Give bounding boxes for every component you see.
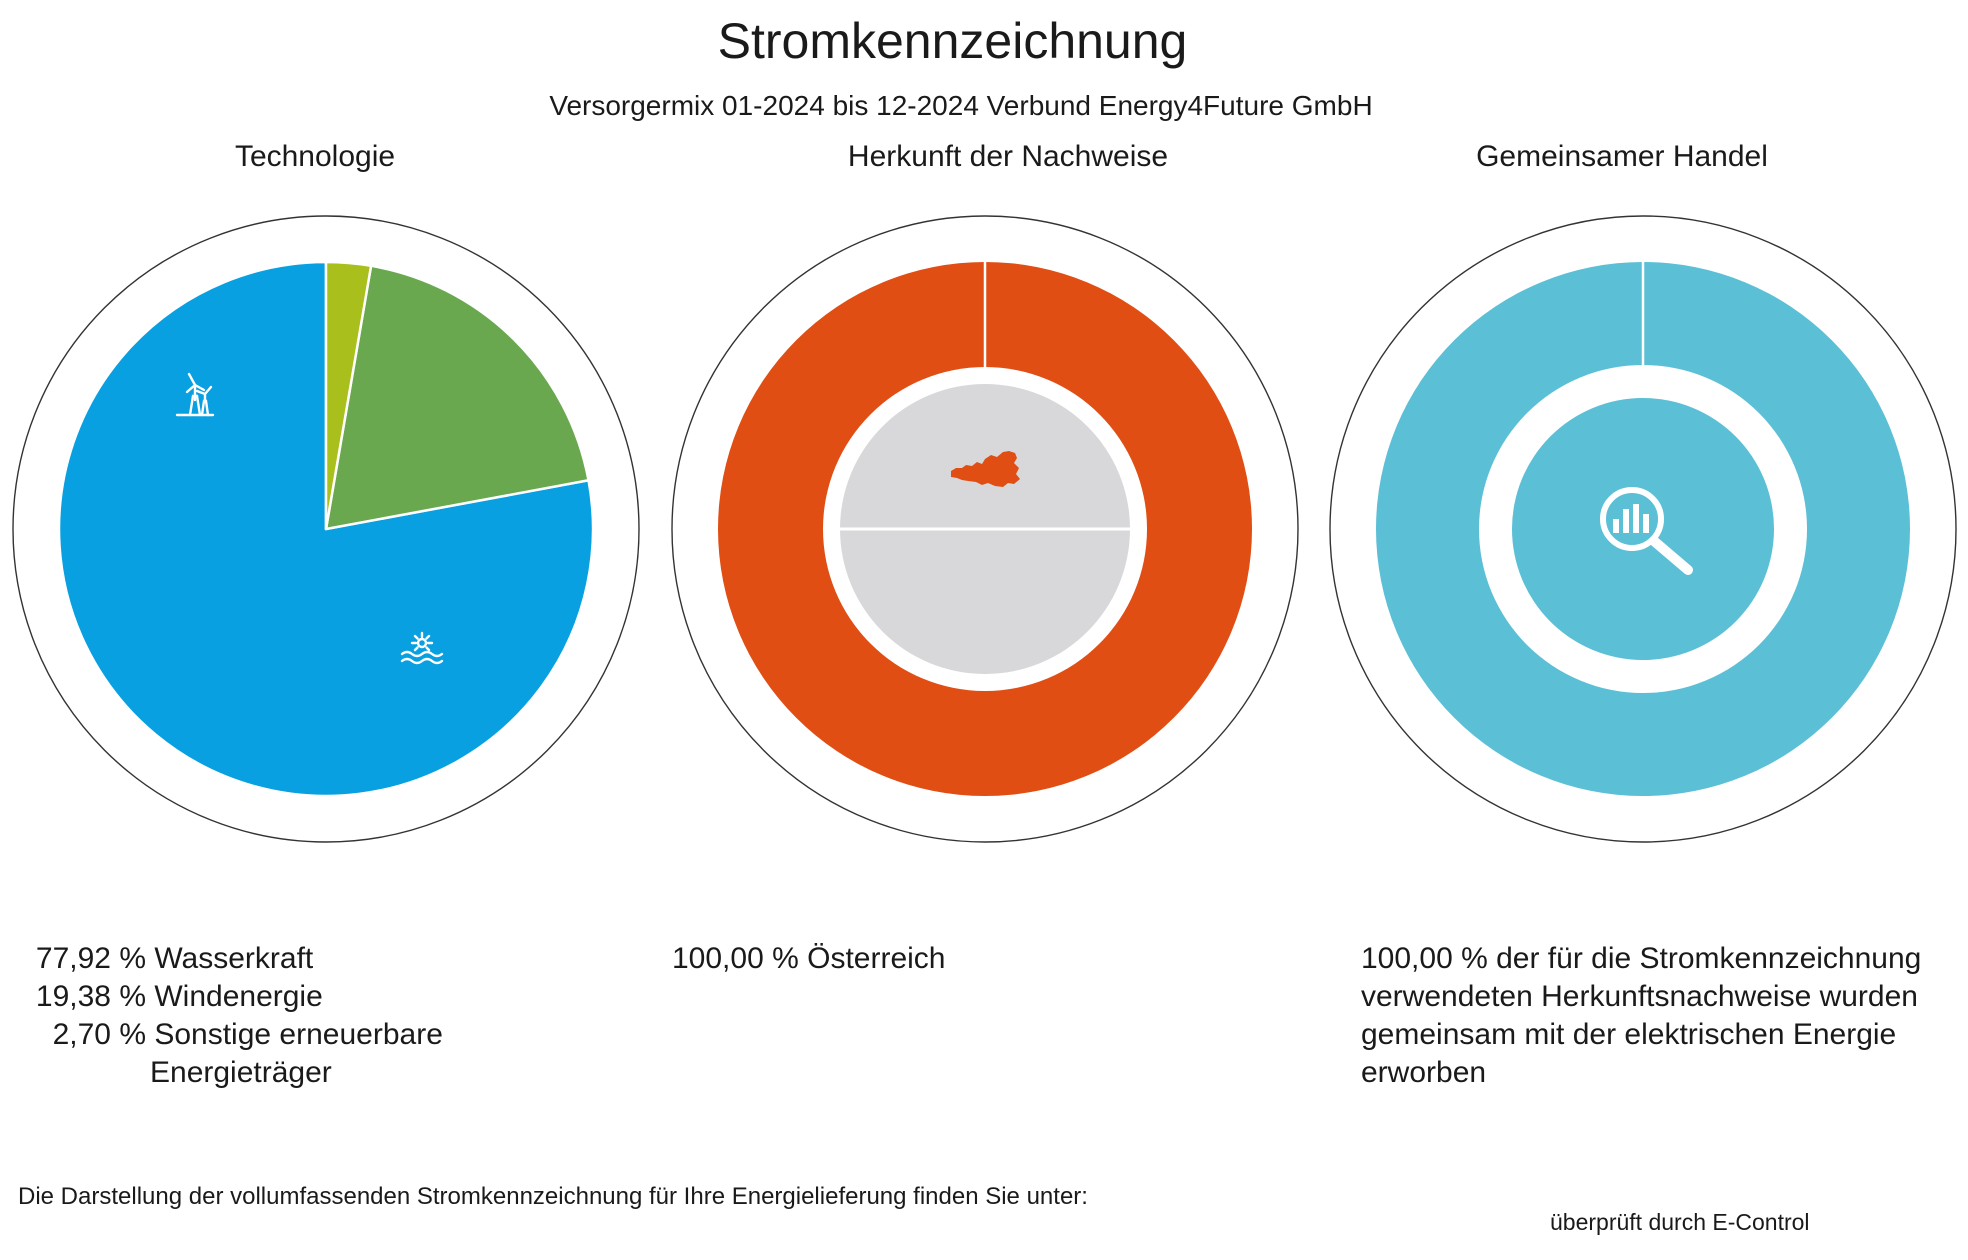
legend-herkunft: 100,00 % Österreich: [672, 942, 946, 975]
legend-value: 2,70 %: [52, 1018, 146, 1051]
chart-herkunft: [672, 216, 1298, 842]
chart-handel: [1330, 216, 1956, 842]
verification-note: überprüft durch E-Control: [1550, 1209, 1810, 1235]
chart-title-technologie: Technologie: [234, 140, 396, 173]
chart-title-handel: Gemeinsamer Handel: [1476, 140, 1768, 173]
legend-value: 77,92 %: [35, 942, 146, 975]
footer-note: Die Darstellung der vollumfassenden Stromkennzeichnung für Ihre Energielieferung finden Sie unter:: [18, 1183, 1088, 1210]
chart-title-herkunft: Herkunft der Nachweise: [847, 140, 1169, 173]
chart-technologie: [13, 216, 639, 842]
pie-slices: [59, 262, 593, 796]
legend-label: Wasserkraft: [154, 942, 314, 975]
legend-handel: 100,00 % der für die Stromkennzeichnung verwendeten Herkunftsnachweise wurden gemeinsam mit der elektrischen Energie erworben: [1361, 942, 1922, 1089]
legend-label-continuation: Energieträger: [150, 1056, 332, 1089]
page-subtitle: Versorgermix 01-2024 bis 12-2024 Verbund Energy4Future GmbH: [549, 90, 1373, 121]
legend-row-wasserkraft: [24, 940, 443, 978]
page-title: Stromkennzeichnung: [717, 13, 1188, 69]
legend-label: Sonstige erneuerbare: [154, 1018, 443, 1051]
legend-label: Windenergie: [154, 980, 323, 1013]
legend-value: 19,38 %: [35, 980, 146, 1013]
legend-row-sonstige: [24, 1016, 443, 1054]
legend-row-windenergie: [24, 978, 443, 1016]
legend-technologie: [24, 940, 443, 1092]
